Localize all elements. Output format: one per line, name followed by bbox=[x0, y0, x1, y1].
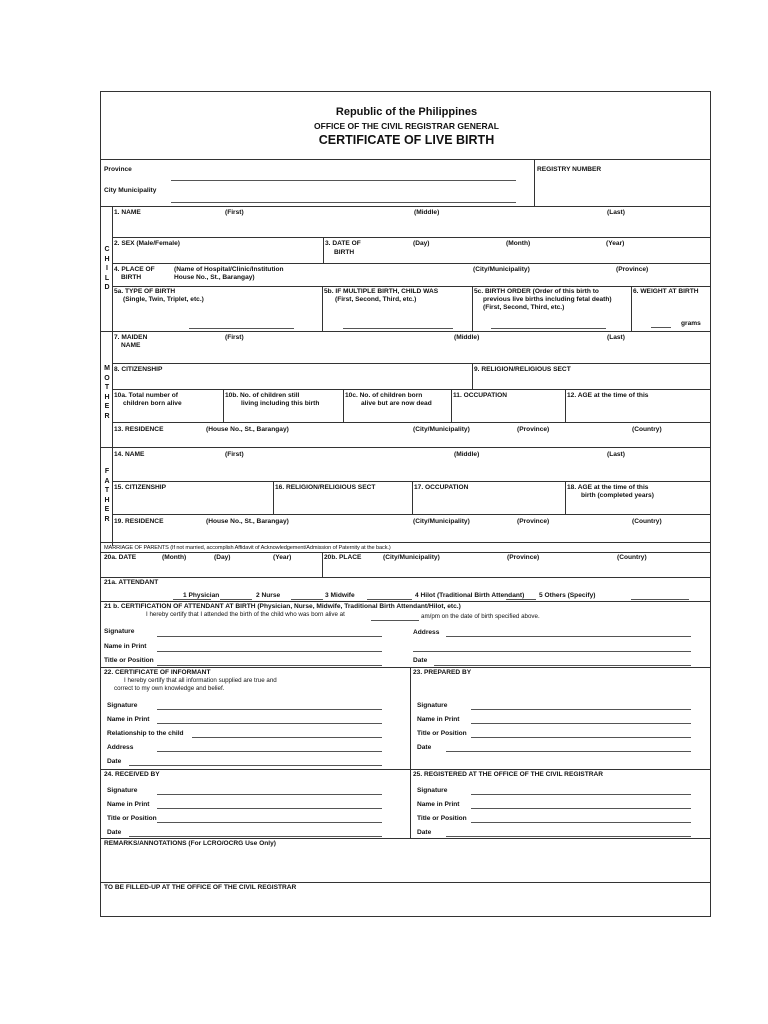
year-label: (Year) bbox=[273, 554, 292, 561]
divider bbox=[101, 838, 711, 839]
divider bbox=[410, 667, 411, 770]
prepared-by-label: 23. PREPARED BY bbox=[413, 669, 472, 676]
registered-title-label: Title or Position bbox=[417, 815, 467, 822]
divider bbox=[101, 552, 711, 553]
hospital-label-2: House No., St., Barangay) bbox=[174, 274, 255, 281]
informant-text-2: correct to my own knowledge and belief. bbox=[114, 685, 225, 692]
child-place-label: 4. PLACE OF bbox=[114, 266, 155, 273]
attendant-address-label: Address bbox=[413, 629, 440, 636]
country-label: (Country) bbox=[617, 554, 647, 561]
divider bbox=[410, 769, 411, 838]
divider bbox=[565, 389, 566, 422]
attendant-signature-label: Signature bbox=[104, 628, 135, 635]
divider bbox=[101, 769, 711, 770]
registered-date-field[interactable] bbox=[446, 836, 691, 837]
remarks-label: REMARKS/ANNOTATIONS (For LCRO/OCRG Use Only) bbox=[104, 840, 276, 847]
divider bbox=[101, 331, 711, 332]
informant-relationship-field[interactable] bbox=[192, 737, 382, 738]
maiden-name-label-2: NAME bbox=[121, 342, 141, 349]
informant-address-label: Address bbox=[107, 744, 134, 751]
registered-signature-field[interactable] bbox=[471, 794, 691, 795]
grams-label: grams bbox=[681, 320, 701, 327]
marriage-place-label: 20b. PLACE bbox=[324, 554, 362, 561]
attendant-check-line[interactable] bbox=[291, 599, 323, 600]
mother-occupation-label: 11. OCCUPATION bbox=[453, 392, 507, 399]
divider bbox=[322, 552, 323, 577]
registered-signature-label: Signature bbox=[417, 787, 448, 794]
mother-age-label: 12. AGE at the time of this bbox=[567, 392, 649, 399]
house-label: (House No., St., Barangay) bbox=[206, 518, 289, 525]
father-age-hint: birth (completed years) bbox=[581, 492, 654, 499]
divider bbox=[101, 601, 711, 602]
attendant-check-line[interactable] bbox=[506, 599, 536, 600]
divider bbox=[101, 882, 711, 883]
divider bbox=[112, 237, 711, 238]
divider bbox=[112, 422, 711, 423]
father-religion-label: 16. RELIGION/RELIGIOUS SECT bbox=[275, 484, 376, 491]
divider bbox=[412, 481, 413, 514]
registered-label: 25. REGISTERED AT THE OFFICE OF THE CIVIL REGISTRAR bbox=[413, 771, 604, 778]
province-sub-label: (Province) bbox=[507, 554, 540, 561]
divider bbox=[472, 363, 473, 389]
attendant-option-physician[interactable]: 1 Physician bbox=[183, 592, 220, 599]
father-side-label: F A T H E R bbox=[104, 468, 110, 523]
day-label: (Day) bbox=[214, 554, 231, 561]
attendant-title-label: Title or Position bbox=[104, 657, 154, 664]
received-title-field[interactable] bbox=[157, 822, 382, 823]
middle-label: (Middle) bbox=[454, 334, 480, 341]
informant-date-field[interactable] bbox=[129, 765, 382, 766]
informant-signature-field[interactable] bbox=[157, 709, 382, 710]
country-label: (Country) bbox=[632, 518, 662, 525]
divider bbox=[323, 237, 324, 263]
maiden-name-label: 7. MAIDEN bbox=[114, 334, 148, 341]
received-name-field[interactable] bbox=[157, 808, 382, 809]
city-municipality-label: (City/Municipality) bbox=[473, 266, 530, 273]
office-heading: OFFICE OF THE CIVIL REGISTRAR GENERAL bbox=[314, 121, 499, 131]
attendant-option-hilot[interactable]: 4 Hilot (Traditional Birth Attendant) bbox=[415, 592, 525, 599]
prepared-signature-field[interactable] bbox=[471, 709, 691, 710]
birth-order-hint-2: (First, Second, Third, etc.) bbox=[483, 304, 565, 311]
registered-name-label: Name in Print bbox=[417, 801, 460, 808]
birth-order-hint: previous live births including fetal death) bbox=[483, 296, 612, 303]
received-signature-field[interactable] bbox=[157, 794, 382, 795]
divider bbox=[112, 206, 113, 546]
registered-date-label: Date bbox=[417, 829, 432, 836]
province-field[interactable] bbox=[171, 180, 516, 181]
divider bbox=[534, 159, 535, 207]
attendant-check-line[interactable] bbox=[173, 599, 211, 600]
mother-residence-label: 13. RESIDENCE bbox=[114, 426, 164, 433]
divider bbox=[101, 542, 711, 543]
children-dead-hint: alive but are now dead bbox=[361, 400, 432, 407]
province-sub-label: (Province) bbox=[517, 426, 550, 433]
marriage-note: MARRIAGE OF PARENTS (If not married, accomplish Affidavit of Acknowledgement/Admission of Paternity at the back.) bbox=[104, 545, 391, 551]
month-label: (Month) bbox=[162, 554, 187, 561]
attendant-label: 21a. ATTENDANT bbox=[104, 579, 159, 586]
child-sex-label: 2. SEX (Male/Female) bbox=[114, 240, 180, 247]
divider bbox=[112, 286, 711, 287]
attendant-name-field[interactable] bbox=[157, 651, 382, 652]
father-age-label: 18. AGE at the time of this bbox=[567, 484, 649, 491]
received-date-label: Date bbox=[107, 829, 122, 836]
attendant-signature-field[interactable] bbox=[157, 636, 382, 637]
others-specify-field[interactable] bbox=[631, 599, 689, 600]
attendant-name-label: Name in Print bbox=[104, 643, 147, 650]
informant-name-label: Name in Print bbox=[107, 716, 150, 723]
registered-name-field[interactable] bbox=[471, 808, 691, 809]
child-dob-label-2: BIRTH bbox=[334, 249, 355, 256]
received-name-label: Name in Print bbox=[107, 801, 150, 808]
year-label: (Year) bbox=[606, 240, 625, 247]
republic-heading: Republic of the Philippines bbox=[335, 106, 478, 118]
divider bbox=[112, 389, 711, 390]
province-label: Province bbox=[104, 166, 132, 173]
divider bbox=[343, 389, 344, 422]
prepared-signature-label: Signature bbox=[417, 702, 448, 709]
birth-type-field[interactable] bbox=[189, 328, 294, 329]
divider bbox=[273, 481, 274, 514]
divider bbox=[565, 481, 566, 514]
child-place-label-2: BIRTH bbox=[121, 274, 142, 281]
prepared-date-label: Date bbox=[417, 744, 432, 751]
first-label: (First) bbox=[225, 209, 244, 216]
divider bbox=[451, 389, 452, 422]
divider bbox=[101, 667, 711, 668]
divider bbox=[101, 206, 711, 207]
children-dead-label: 10c. No. of children born bbox=[345, 392, 423, 399]
registered-title-field[interactable] bbox=[471, 822, 691, 823]
children-living-hint: living including this birth bbox=[241, 400, 320, 407]
attendant-title-field[interactable] bbox=[157, 665, 382, 666]
total-children-label: 10a. Total number of bbox=[114, 392, 178, 399]
attendant-address-field[interactable] bbox=[446, 636, 691, 637]
birth-time-field[interactable] bbox=[371, 620, 419, 621]
country-label: (Country) bbox=[632, 426, 662, 433]
certification-text-2: am/pm on the date of birth specified above. bbox=[421, 613, 540, 620]
informant-text: I hereby certify that all information supplied are true and bbox=[124, 677, 277, 684]
informant-address-field[interactable] bbox=[157, 751, 382, 752]
weight-field[interactable] bbox=[651, 327, 671, 328]
child-side-label: C H I L D bbox=[104, 246, 110, 291]
divider bbox=[472, 286, 473, 331]
received-title-label: Title or Position bbox=[107, 815, 157, 822]
certification-attendant-label: 21 b. CERTIFICATION OF ATTENDANT AT BIRTH (Physician, Nurse, Midwife, Traditional Birth Attendant/Hilot, etc.) bbox=[104, 603, 461, 610]
multiple-birth-field[interactable] bbox=[343, 328, 453, 329]
city-label: City Municipality bbox=[104, 187, 157, 194]
city-field[interactable] bbox=[171, 202, 516, 203]
city-municipality-label: (City/Municipality) bbox=[413, 426, 470, 433]
divider bbox=[223, 389, 224, 422]
divider bbox=[101, 159, 711, 160]
prepared-name-field[interactable] bbox=[471, 723, 691, 724]
birth-type-hint: (Single, Twin, Triplet, etc.) bbox=[123, 296, 204, 303]
informant-name-field[interactable] bbox=[157, 723, 382, 724]
informant-date-label: Date bbox=[107, 758, 122, 765]
last-label: (Last) bbox=[607, 209, 625, 216]
informant-signature-label: Signature bbox=[107, 702, 138, 709]
prepared-title-label: Title or Position bbox=[417, 730, 467, 737]
multiple-birth-label: 5b. IF MULTIPLE BIRTH, CHILD WAS bbox=[324, 288, 439, 295]
prepared-date-field[interactable] bbox=[446, 751, 691, 752]
birth-order-field[interactable] bbox=[491, 328, 606, 329]
last-label: (Last) bbox=[607, 451, 625, 458]
house-label: (House No., St., Barangay) bbox=[206, 426, 289, 433]
divider bbox=[112, 514, 711, 515]
received-date-field[interactable] bbox=[129, 836, 382, 837]
divider bbox=[112, 263, 711, 264]
attendant-option-nurse[interactable]: 2 Nurse bbox=[256, 592, 281, 599]
attendant-date-field[interactable] bbox=[434, 665, 691, 666]
divider bbox=[101, 447, 711, 448]
attendant-option-others[interactable]: 5 Others (Specify) bbox=[539, 592, 596, 599]
province-sub-label: (Province) bbox=[517, 518, 550, 525]
hospital-label: (Name of Hospital/Clinic/Institution bbox=[174, 266, 284, 273]
to-be-filled-label: TO BE FILLED-UP AT THE OFFICE OF THE CIVIL REGISTRAR bbox=[104, 884, 297, 891]
marriage-date-label: 20a. DATE bbox=[104, 554, 137, 561]
day-label: (Day) bbox=[413, 240, 430, 247]
prepared-title-field[interactable] bbox=[471, 737, 691, 738]
informant-label: 22. CERTIFICATE OF INFORMANT bbox=[104, 669, 211, 676]
certification-text: I hereby certify that I attended the birth of the child who was born alive at bbox=[146, 611, 345, 618]
birth-order-label: 5c. BIRTH ORDER (Order of this birth to bbox=[474, 288, 599, 295]
first-label: (First) bbox=[225, 451, 244, 458]
month-label: (Month) bbox=[506, 240, 531, 247]
attendant-option-midwife[interactable]: 3 Midwife bbox=[325, 592, 355, 599]
father-residence-label: 19. RESIDENCE bbox=[114, 518, 164, 525]
attendant-check-line[interactable] bbox=[220, 599, 252, 600]
mother-religion-label: 9. RELIGION/RELIGIOUS SECT bbox=[474, 366, 571, 373]
child-dob-label: 3. DATE OF bbox=[325, 240, 361, 247]
father-name-label: 14. NAME bbox=[114, 451, 145, 458]
birth-type-label: 5a. TYPE OF BIRTH bbox=[114, 288, 176, 295]
informant-relationship-label: Relationship to the child bbox=[107, 730, 184, 737]
city-municipality-label: (City/Municipality) bbox=[383, 554, 440, 561]
divider bbox=[112, 363, 711, 364]
birth-certificate-form bbox=[100, 91, 711, 917]
province-sub-label: (Province) bbox=[616, 266, 649, 273]
child-name-label: 1. NAME bbox=[114, 209, 141, 216]
mother-citizenship-label: 8. CITIZENSHIP bbox=[114, 366, 163, 373]
father-occupation-label: 17. OCCUPATION bbox=[414, 484, 469, 491]
multiple-birth-hint: (First, Second, Third, etc.) bbox=[335, 296, 417, 303]
attendant-date-label: Date bbox=[413, 657, 428, 664]
divider bbox=[631, 286, 632, 331]
children-living-label: 10b. No. of children still bbox=[225, 392, 300, 399]
city-municipality-label: (City/Municipality) bbox=[413, 518, 470, 525]
last-label: (Last) bbox=[607, 334, 625, 341]
registry-number-label: REGISTRY NUMBER bbox=[537, 166, 602, 173]
received-by-label: 24. RECEIVED BY bbox=[104, 771, 160, 778]
received-signature-label: Signature bbox=[107, 787, 138, 794]
weight-label: 6. WEIGHT AT BIRTH bbox=[633, 288, 699, 295]
first-label: (First) bbox=[225, 334, 244, 341]
middle-label: (Middle) bbox=[414, 209, 440, 216]
attendant-check-line[interactable] bbox=[367, 599, 412, 600]
prepared-name-label: Name in Print bbox=[417, 716, 460, 723]
divider bbox=[322, 286, 323, 331]
mother-side-label: M O T H E R bbox=[104, 365, 110, 420]
middle-label: (Middle) bbox=[454, 451, 480, 458]
attendant-address-field-2[interactable] bbox=[413, 651, 691, 652]
certificate-title: CERTIFICATE OF LIVE BIRTH bbox=[318, 133, 495, 147]
total-children-hint: children born alive bbox=[123, 400, 182, 407]
father-citizenship-label: 15. CITIZENSHIP bbox=[114, 484, 167, 491]
divider bbox=[101, 577, 711, 578]
